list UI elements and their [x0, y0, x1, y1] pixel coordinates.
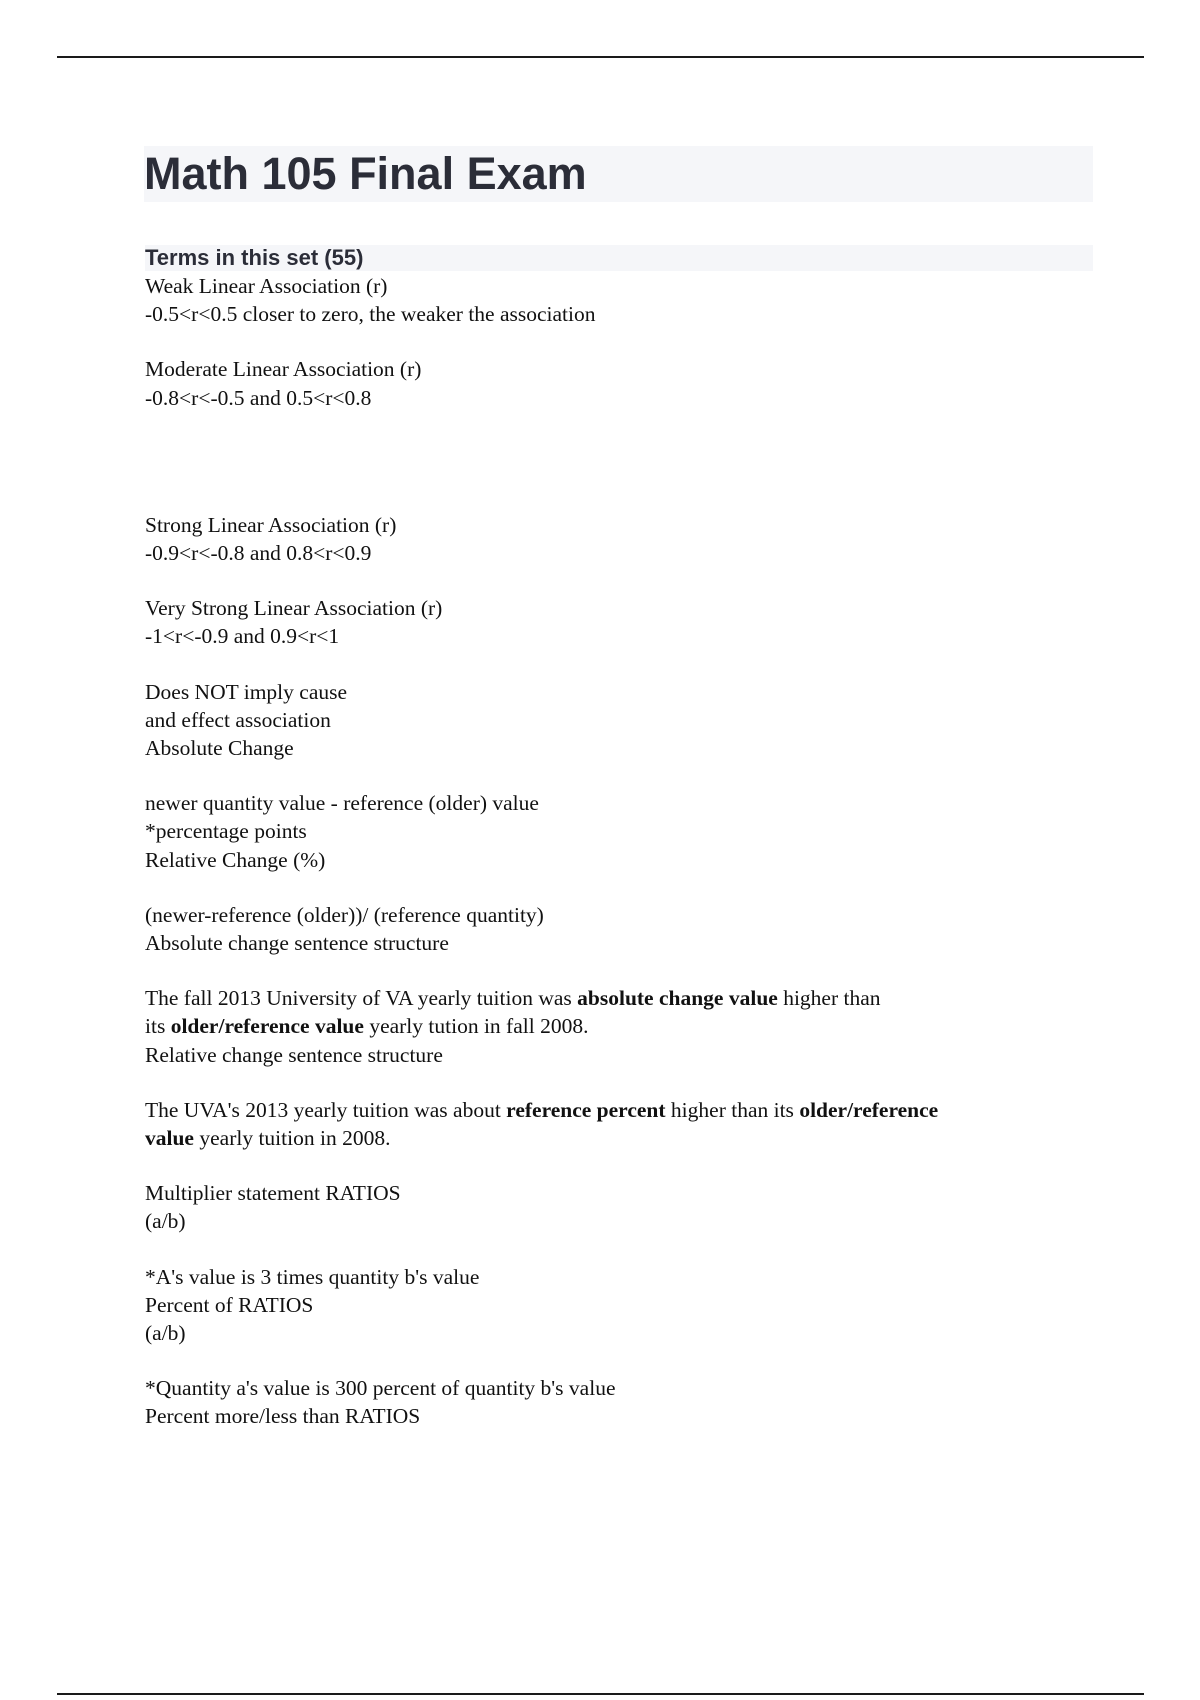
term-percent-of [145, 1263, 1093, 1348]
definition-text: (newer-reference (older))/ (reference quantity) [145, 902, 544, 927]
definition-text: -1<r<-0.9 and 0.9<r<1 [145, 624, 340, 649]
subtitle-band [145, 245, 1093, 271]
term-absolute-sentence [145, 984, 1093, 1069]
term-text: Moderate Linear Association (r) [145, 357, 422, 382]
term-moderate-linear [145, 355, 1093, 411]
term-multiplier [145, 1179, 1093, 1235]
definition-text: *A's value is 3 times quantity b's value [145, 1264, 480, 1289]
term-weak-linear [145, 272, 1093, 328]
definition-text: *Quantity a's value is 300 percent of quantity b's value [145, 1376, 616, 1401]
top-rule [57, 56, 1144, 58]
definition-text: value yearly tuition in 2008. [145, 1126, 391, 1151]
term-relative-sentence [145, 1096, 1093, 1152]
term-text: Weak Linear Association (r) [145, 274, 388, 298]
term-text: Does NOT imply cause [145, 679, 348, 704]
term-text: Absolute Change [145, 736, 294, 761]
term-text: (a/b) [145, 1321, 186, 1346]
term-percent-more-less [145, 1374, 1093, 1430]
term-relative-change [145, 901, 1093, 957]
definition-text: -0.8<r<-0.5 and 0.5<r<0.8 [145, 385, 372, 410]
term-text: Percent of RATIOS [145, 1292, 314, 1317]
terms-list [145, 272, 1093, 1431]
term-text: Strong Linear Association (r) [145, 512, 397, 537]
terms-count-heading: Terms in this set (55) [145, 245, 364, 270]
term-text: Very Strong Linear Association (r) [145, 596, 443, 621]
term-text: Relative change sentence structure [145, 1042, 443, 1067]
term-strong-linear [145, 511, 1093, 567]
term-text: (a/b) [145, 1209, 186, 1234]
term-text: and effect association [145, 707, 331, 732]
term-text: Absolute change sentence structure [145, 931, 449, 956]
term-text: Relative Change (%) [145, 847, 326, 872]
term-causation [145, 678, 1093, 763]
definition-text: -0.9<r<-0.8 and 0.8<r<0.9 [145, 541, 372, 566]
definition-text: newer quantity value - reference (older) value [145, 791, 539, 816]
term-text: Multiplier statement RATIOS [145, 1181, 401, 1206]
definition-text: The UVA's 2013 yearly tuition was about reference percent higher than its older/reference [145, 1097, 939, 1122]
definition-text: The fall 2013 University of VA yearly tuition was absolute change value higher than [145, 986, 881, 1011]
definition-text: *percentage points [145, 819, 307, 844]
term-very-strong-linear [145, 594, 1093, 650]
title-band [144, 146, 1093, 202]
bottom-rule [57, 1693, 1144, 1695]
term-text: Percent more/less than RATIOS [145, 1404, 421, 1429]
term-absolute-change [145, 789, 1093, 874]
definition-text: its older/reference value yearly tution in fall 2008. [145, 1014, 589, 1039]
definition-text: -0.5<r<0.5 closer to zero, the weaker the association [145, 302, 596, 327]
page-title: Math 105 Final Exam [144, 148, 587, 199]
document-body [145, 146, 1093, 1431]
